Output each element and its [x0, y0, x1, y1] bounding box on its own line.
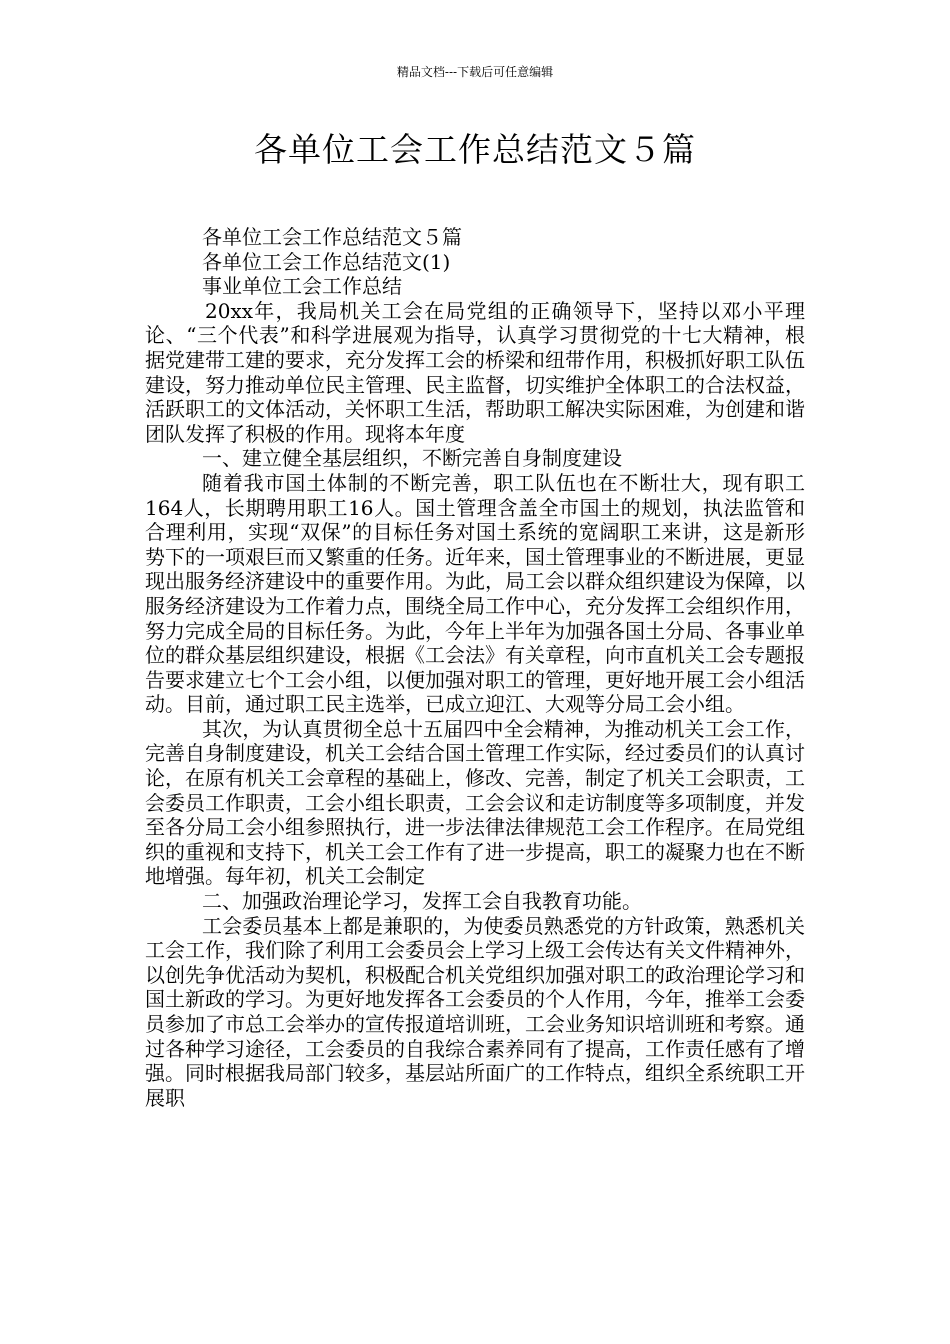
- page-header-note: 精品文档---下载后可任意编辑: [396, 65, 554, 79]
- body-paragraph: 工会委员基本上都是兼职的，为使委员熟悉党的方针政策，熟悉机关工会工作，我们除了利用工会委员会上学习上级工会传达有关文件精神外，以创先争优活动为契机，积极配合机关党组织加强对职工的政治理论学习和国土新政的学习。为更好地发挥各工会委员的个人作用，今年，推举工会委员参加了市总工会举办的宣传报道培训班，工会业务知识培训班和考察。通过各种学习途径，工会委员的自我综合素养同有了提高，工作责任感有了增强。同时根据我局部门较多，基层站所面广的工作特点，组织全系统职工开展职: [145, 913, 805, 1110]
- body-paragraph: 其次，为认真贯彻全总十五届四中全会精神，为推动机关工会工作，完善自身制度建设，机关工会结合国土管理工作实际，经过委员们的认真讨论，在原有机关工会章程的基础上，修改、完善，制定了机关工会职责，工会委员工作职责，工会小组长职责，工会会议和走访制度等多项制度，并发至各分局工会小组参照执行，进一步法律法律规范工会工作程序。在局党组织的重视和支持下，机关工会工作有了进一步提高，职工的凝聚力也在不断地增强。每年初，机关工会制定: [145, 716, 805, 889]
- heading-1: 一、建立健全基层组织，不断完善自身制度建设: [202, 446, 622, 471]
- heading-2: 二、加强政治理论学习，发挥工会自我教育功能。: [202, 889, 642, 914]
- subsection-title: 事业单位工会工作总结: [202, 274, 402, 299]
- body-paragraph: 20xx年，我局机关工会在局党组的正确领导下，坚持以邓小平理论、“三个代表”和科学进展观为指导，认真学习贯彻党的十七大精神，根据党建带工建的要求，充分发挥工会的桥梁和纽带作用，积极抓好职工队伍建设，努力推动单位民主管理、民主监督，切实维护全体职工的合法权益，活跃职工的文体活动，关怀职工生活，帮助职工解决实际困难，为创建和谐团队发挥了积极的作用。现将本年度: [145, 298, 805, 446]
- section-title: 各单位工会工作总结范文(1): [202, 249, 451, 274]
- subtitle-line: 各单位工会工作总结范文５篇: [202, 225, 462, 249]
- document-title: 各单位工会工作总结范文５篇: [254, 130, 696, 169]
- body-paragraph: 随着我市国土体制的不断完善，职工队伍也在不断壮大，现有职工164人，长期聘用职工16人。国土管理含盖全市国土的规划，执法监管和合理利用，实现“双保”的目标任务对国土系统的宽阔职工来讲，这是新形势下的一项艰巨而又繁重的任务。近年来，国土管理事业的不断进展，更显现出服务经济建设中的重要作用。为此，局工会以群众组织建设为保障，以服务经济建设为工作着力点，围绕全局工作中心，充分发挥工会组织作用，努力完成全局的目标任务。为此，今年上半年为加强各国土分局、各事业单位的群众基层组织建设，根据《工会法》有关章程，向市直机关工会专题报告要求建立七个工会小组，以便加强对职工的管理，更好地开展工会小组活动。目前，通过职工民主选举，已成立迎江、大观等分局工会小组。: [145, 470, 805, 717]
- document-body: [145, 225, 805, 1110]
